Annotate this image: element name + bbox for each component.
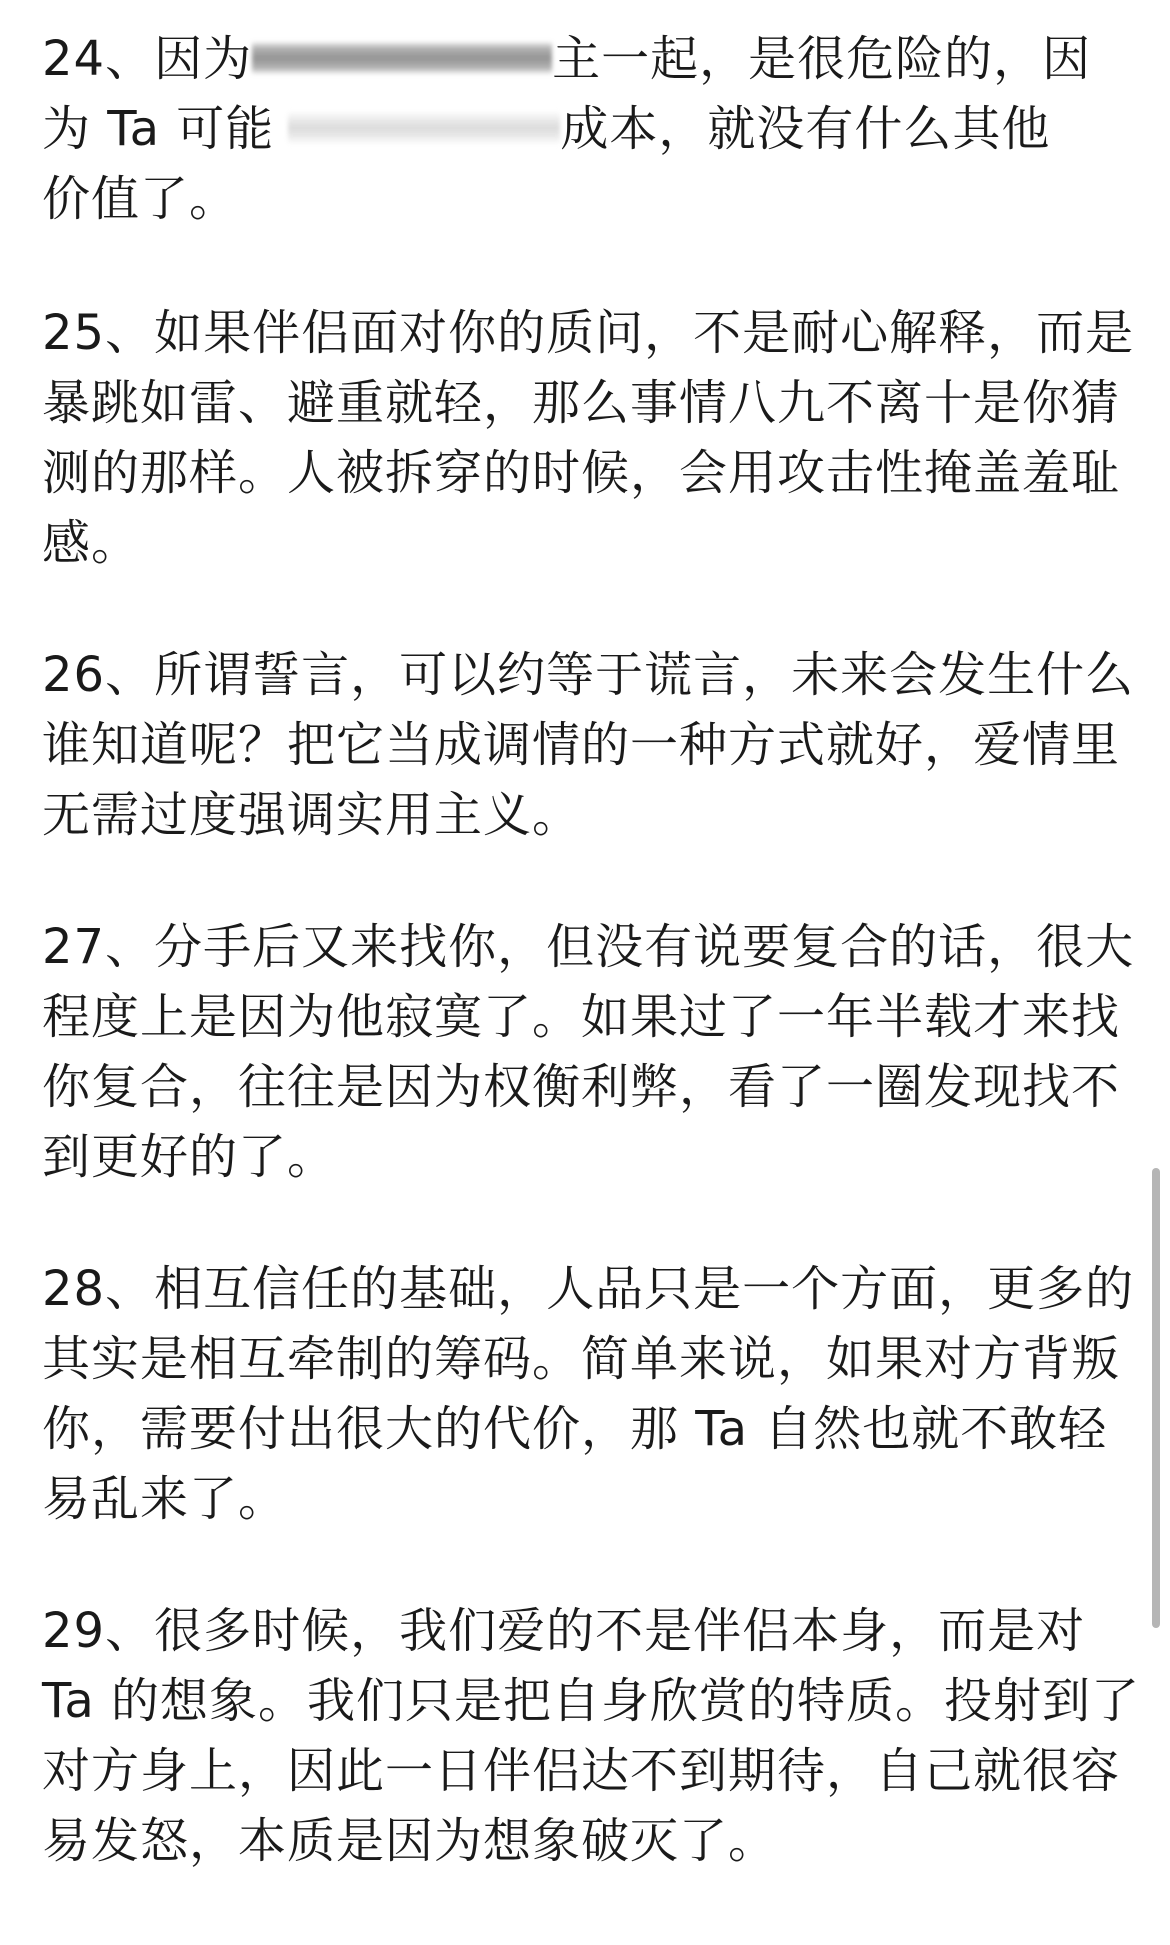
text-line: 易乱来了。 — [42, 1471, 288, 1527]
text-line: 谁知道呢？把它当成调情的一种方式就好，爱情里 — [42, 717, 1121, 773]
text-segment: 主一起，是很危险的，因 — [552, 31, 1092, 87]
list-item-27 — [42, 912, 1135, 1192]
text-line: 27、分手后又来找你，但没有说要复合的话，很大 — [42, 919, 1135, 975]
list-item-28 — [42, 1254, 1135, 1534]
text-line: 测的那样。人被拆穿的时候，会用攻击性掩盖羞耻 — [42, 445, 1121, 501]
text-line: 25、如果伴侣面对你的质问，不是耐心解释，而是 — [42, 305, 1135, 361]
text-line: Ta 的想象。我们只是把自身欣赏的特质。投射到了 — [42, 1673, 1141, 1729]
list-item-26 — [42, 640, 1135, 850]
text-line: 你复合，往往是因为权衡利弊，看了一圈发现找不 — [42, 1059, 1121, 1115]
text-line — [42, 94, 1132, 164]
text-line: 易发怒，本质是因为想象破灭了。 — [42, 1813, 778, 1869]
text-line: 到更好的了。 — [42, 1129, 337, 1185]
text-line: 程度上是因为他寂寞了。如果过了一年半载才来找 — [42, 989, 1121, 1045]
vertical-scrollbar[interactable] — [1152, 1168, 1160, 1628]
text-segment: 为 Ta 可能 — [42, 101, 275, 157]
text-line: 28、相互信任的基础，人品只是一个方面，更多的 — [42, 1261, 1135, 1317]
text-line — [42, 24, 1132, 94]
text-line: 29、很多时候，我们爱的不是伴侣本身，而是对 — [42, 1603, 1086, 1659]
text-line: 价值了。 — [42, 171, 239, 227]
text-line: 暴跳如雷、避重就轻，那么事情八九不离十是你猜 — [42, 375, 1121, 431]
list-item-24 — [42, 24, 1132, 234]
text-line: 无需过度强调实用主义。 — [42, 787, 582, 843]
redacted-text — [288, 111, 560, 145]
text-segment: 成本，就没有什么其他 — [560, 101, 1051, 157]
text-line: 26、所谓誓言，可以约等于谎言，未来会发生什么 — [42, 647, 1135, 703]
list-item-25 — [42, 298, 1135, 578]
redacted-text — [252, 41, 552, 75]
text-segment: 24、因为 — [42, 31, 253, 87]
text-line: 对方身上，因此一日伴侣达不到期待，自己就很容 — [42, 1743, 1121, 1799]
text-line: 其实是相互牵制的筹码。简单来说，如果对方背叛 — [42, 1331, 1121, 1387]
text-line: 你，需要付出很大的代价，那 Ta 自然也就不敢轻 — [42, 1401, 1108, 1457]
list-item-29 — [42, 1596, 1141, 1876]
text-line: 感。 — [42, 515, 141, 571]
